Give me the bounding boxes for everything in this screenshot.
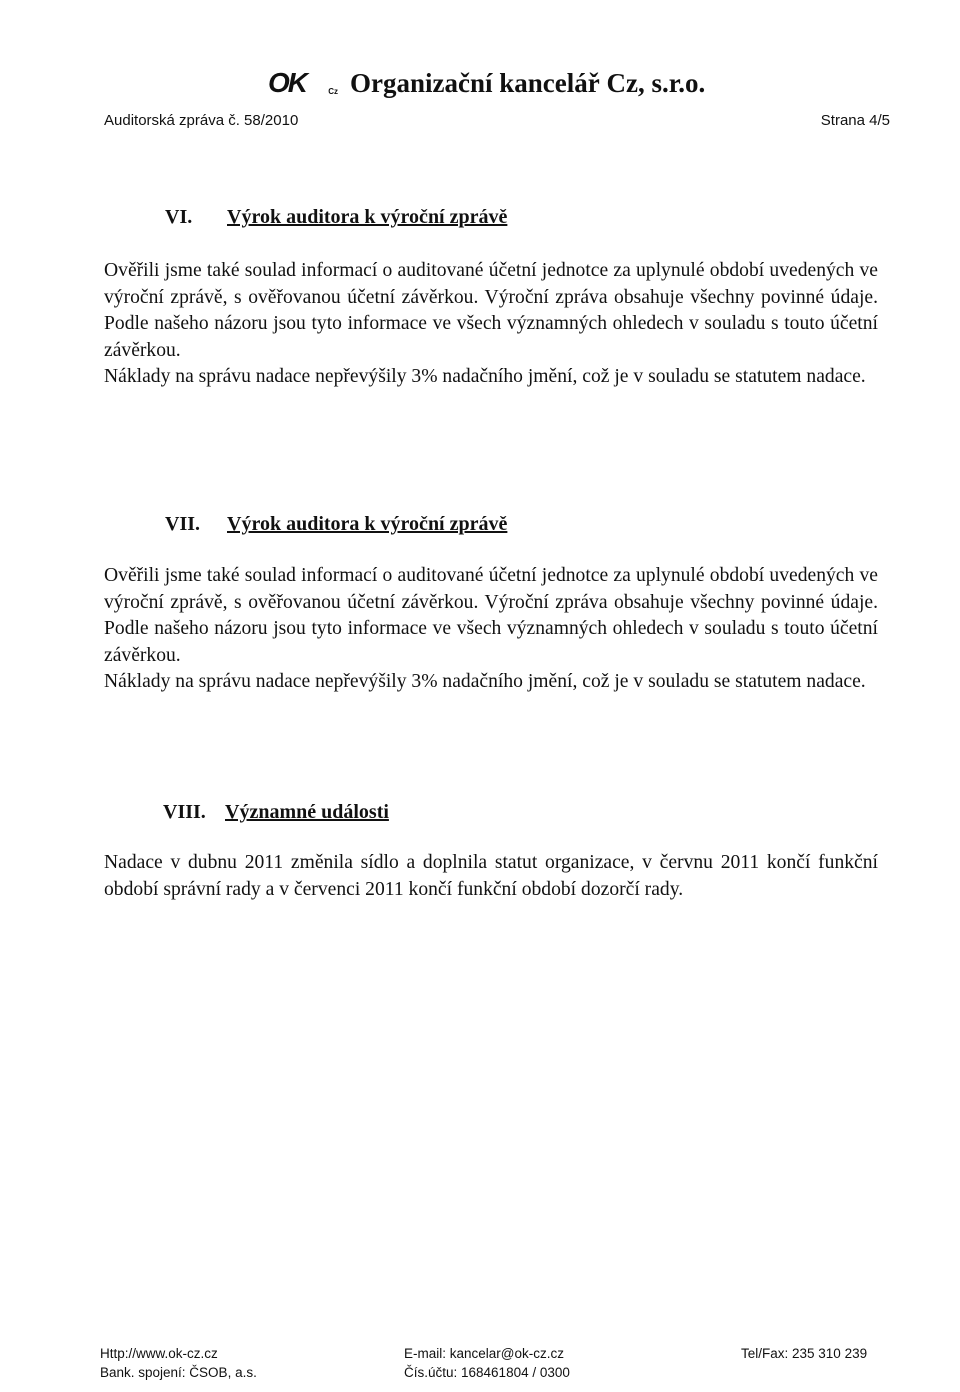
footer-account: Čís.účtu: 168461804 / 0300 [404,1365,570,1380]
footer-phone: Tel/Fax: 235 310 239 [741,1346,868,1361]
paragraph: Náklady na správu nadace nepřevýšily 3% nadačního jmění, což je v souladu se statutem nadace. [104,366,866,387]
letterhead [268,66,705,100]
logo-text: OK [268,67,306,98]
footer-contact-right [741,1344,867,1363]
paragraph: Ověřili jsme také soulad informací o auditované účetní jednotce za uplynulé období uvedených ve výroční zprávě, s ověřovanou účetní závěrkou. Výroční zpráva obsahuje všechny povinné údaje. Podle našeho názoru jsou tyto informace ve všech významných ohledech v souladu s touto účetní závěrkou. [104,565,878,666]
section-body-vi [104,258,878,391]
company-name: Organizační kancelář Cz, s.r.o. [350,67,706,98]
section-body-vii [104,563,878,696]
section-number: VII. [165,513,201,535]
footer-contact-middle [404,1344,570,1382]
section-title: Významné události [225,801,389,823]
section-heading-vi [165,206,507,229]
paragraph: Ověřili jsme také soulad informací o auditované účetní jednotce za uplynulé období uvedených ve výroční zprávě, s ověřovanou účetní závěrkou. Výroční zpráva obsahuje všechny povinné údaje. Podle našeho názoru jsou tyto informace ve všech významných ohledech v souladu s touto účetní závěrkou. [104,260,878,361]
section-body-viii [104,850,878,903]
paragraph: Náklady na správu nadace nepřevýšily 3% nadačního jmění, což je v souladu se statutem nadace. [104,671,866,692]
section-number: VI. [165,206,193,228]
footer-email: E-mail: kancelar@ok-cz.cz [404,1346,564,1361]
section-heading-vii [165,513,507,536]
footer-contact-left [100,1344,257,1382]
footer-web: Http://www.ok-cz.cz [100,1346,218,1361]
section-title: Výrok auditora k výroční zprávě [227,206,508,228]
section-heading-viii [163,801,389,824]
footer-bank: Bank. spojení: ČSOB, a.s. [100,1365,257,1380]
paragraph: Nadace v dubnu 2011 změnila sídlo a doplnila statut organizace, v červnu 2011 končí funkční období správní rady a v červenci 2011 končí funkční období dozorčí rady. [104,852,878,900]
logo-subscript: Cz [328,87,338,96]
page-number: Strana 4/5 [820,112,890,129]
company-logo [268,66,338,100]
section-number: VIII. [163,801,206,823]
report-number: Auditorská zpráva č. 58/2010 [104,112,299,129]
section-title: Výrok auditora k výroční zprávě [227,513,508,535]
